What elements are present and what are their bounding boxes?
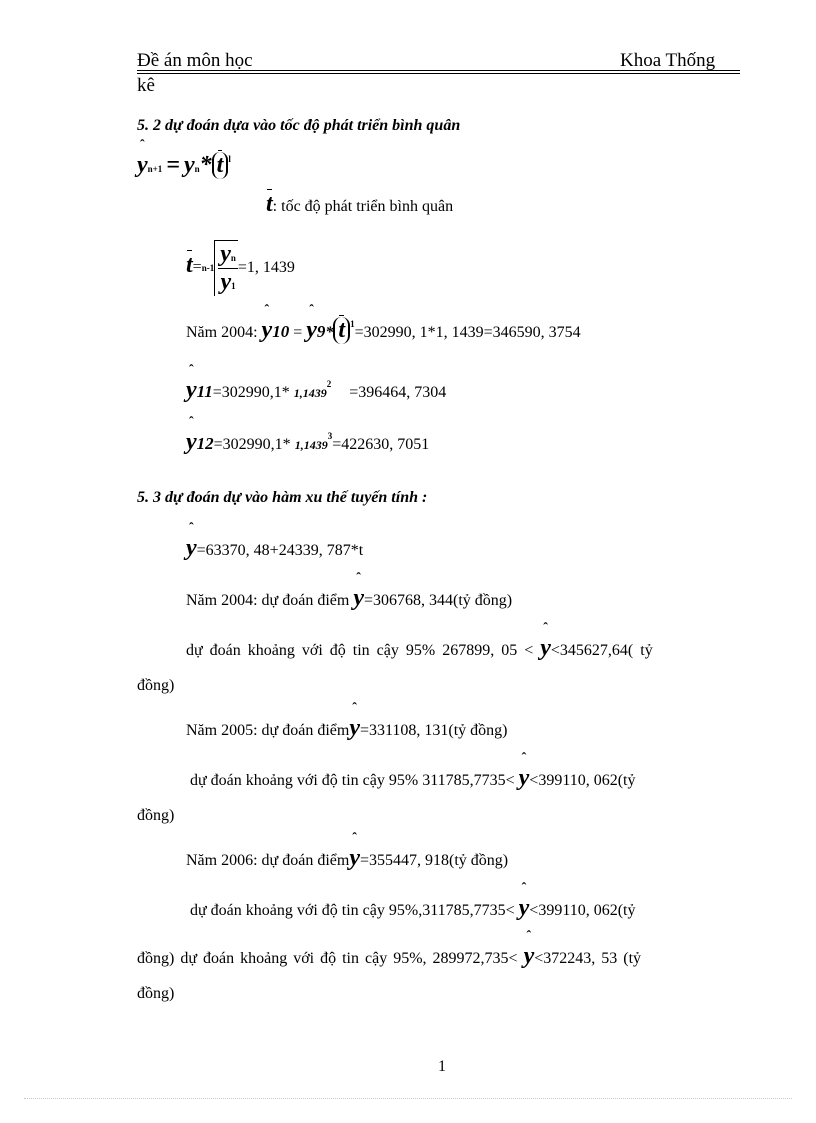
interval-2006-continuation: đồng)	[137, 985, 175, 1002]
trend-equation: ˆ y=63370, 48+24339, 787*t	[186, 535, 363, 562]
year-2006-growth: ˆ y12=302990,1* $1,1439^3=422630$, 7051	[186, 429, 429, 456]
page-bottom-border	[24, 1098, 792, 1099]
page-number: 1	[438, 1058, 446, 1075]
header-right: Khoa Thống	[620, 50, 716, 71]
section-5-2-heading: 5. 2 dự đoán dựa vào tốc độ phát triển bình quân	[137, 117, 461, 134]
interval-forecast-2006-a: dự đoán khoảng với độ tin cậy 95%,311785,7735< ˆ y<399110, 062(tỷ	[190, 895, 636, 922]
interval-2004-continuation: đồng)	[137, 677, 175, 694]
formula-forecast: ˆ yn+1 = yn* t $^l$	[137, 152, 231, 179]
t-bar-formula: t=n-1 $\frac{yn}{y1}$ =1, 1439	[186, 241, 295, 295]
header-rule-double	[137, 73, 740, 74]
interval-forecast-2005: dự đoán khoảng với độ tin cậy 95% 311785,7735< ˆ y<399110, 062(tỷ	[190, 765, 636, 792]
section-5-3-heading: 5. 3 dự đoán dự vào hàm xu thế tuyến tính :	[137, 489, 428, 506]
interval-2005-continuation: đồng)	[137, 807, 175, 824]
y-hat-symbol: ˆ y	[137, 152, 148, 179]
year-2004-growth: Năm 2004: ˆ y10 = ˆ y9* t $^1$=302990, 1*1, 1439=346590, 3754	[186, 317, 581, 344]
header-continuation: kê	[137, 75, 155, 96]
point-forecast-2004: Năm 2004: dự đoán điểm ˆ y=306768, 344(tỷ đồng)	[186, 585, 512, 612]
interval-forecast-2006-b: đồng) dự đoán khoảng với độ tin cậy 95%, 289972,735< ˆ y<372243, 53 (tỷ	[137, 943, 641, 970]
header-rule	[137, 70, 740, 71]
point-forecast-2006: Năm 2006: dự đoán điểmˆ y=355447, 918(tỷ đồng)	[186, 845, 508, 872]
point-forecast-2005: Năm 2005: dự đoán điểmˆ y=331108, 131(tỷ đồng)	[186, 715, 508, 742]
header-left: Đề án môn học	[137, 50, 253, 71]
year-2005-growth: ˆ y11=302990,1* 1,1439$^2$ =396464, 7304	[186, 377, 446, 404]
t-definition: t: tốc độ phát triển bình quân	[266, 191, 454, 217]
interval-forecast-2004: dự đoán khoảng với độ tin cậy 95% 267899, 05 < ˆ y<345627,64( tỷ	[186, 635, 653, 662]
